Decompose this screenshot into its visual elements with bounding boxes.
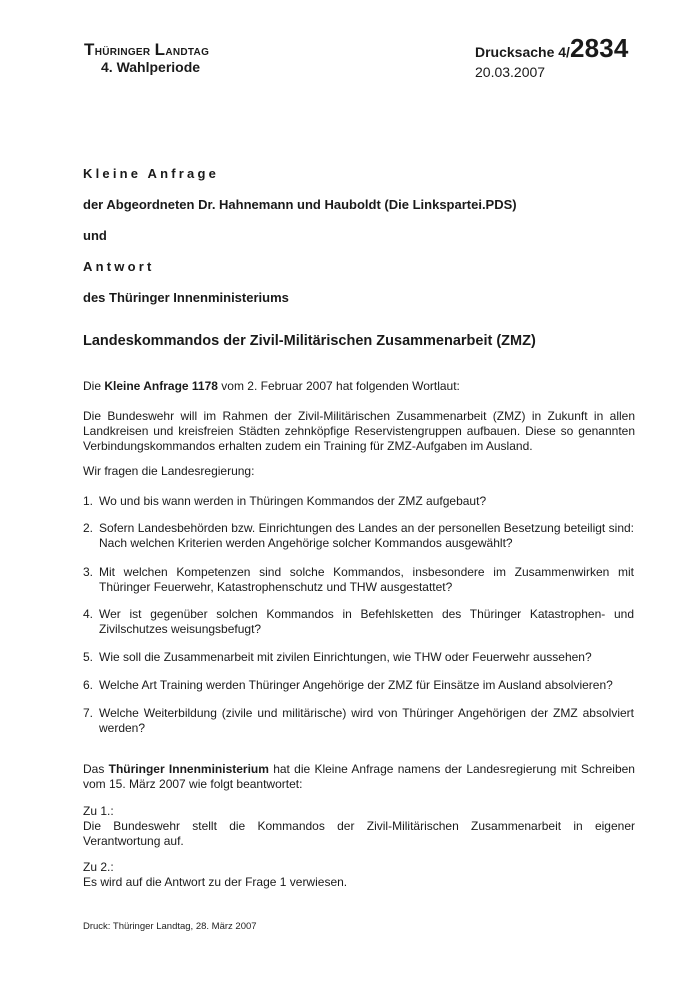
institution-name: Thüringer Landtag — [84, 40, 210, 59]
document-id-block — [475, 33, 675, 79]
doc-type-antwort: Antwort — [83, 259, 155, 274]
question-item: 5. Wie soll die Zusammenarbeit mit zivilen Einrichtungen, wie THW oder Feuerwehr aussehen? — [83, 650, 592, 664]
answer-item — [83, 860, 635, 890]
question-lead: Die Kleine Anfrage 1178 vom 2. Februar 2007 hat folgenden Wortlaut: — [83, 379, 460, 393]
abgeordnete-line: der Abgeordneten Dr. Hahnemann und Hauboldt (Die Linkspartei.PDS) — [83, 197, 517, 212]
document-title: Landeskommandos der Zivil-Militärischen Zusammenarbeit (ZMZ) — [83, 333, 536, 349]
answer-lead: Das Thüringer Innenministerium hat die Kleine Anfrage namens der Landesregierung mit Schreiben vom 15. März 2007 wie folgt beantwortet: — [83, 762, 635, 791]
answer-text: Es wird auf die Antwort zu der Frage 1 verwiesen. — [83, 875, 348, 889]
question-paragraph: Die Bundeswehr will im Rahmen der Zivil-Militärischen Zusammenarbeit (ZMZ) in Zukunft in allen Landkreisen und kreisfreien Städten zehnköpfige Reservistengruppen aufbauen. Diese so genannten Verbindungskommandos erhalten zudem ein Training für ZMZ-Aufgaben im Ausland. — [83, 409, 635, 453]
question-item: 7. Welche Weiterbildung (zivile und militärische) wird von Thüringer Angehörigen der ZMZ absolviert werden? — [83, 706, 634, 735]
drucksache-number: Drucksache 4/2834 — [475, 33, 629, 63]
question-item: 1. Wo und bis wann werden in Thüringen Kommandos der ZMZ aufgebaut? — [83, 494, 487, 508]
question-item: 6. Welche Art Training werden Thüringer Angehörige der ZMZ für Einsätze im Ausland absolvieren? — [83, 678, 613, 692]
document-date: 20.03.2007 — [475, 64, 546, 80]
answer-text: Die Bundeswehr stellt die Kommandos der Zivil-Militärischen Zusammenarbeit in eigener Verantwortung auf. — [83, 819, 635, 848]
question-item: 4. Wer ist gegenüber solchen Kommandos in Befehlsketten des Thüringer Katastrophen- und Zivilschutzes weisungsbefugt? — [83, 607, 634, 636]
ministerium-line: des Thüringer Innenministeriums — [83, 290, 289, 305]
answer-label: Zu 1.: — [83, 804, 114, 818]
question-item: 2. Sofern Landesbehörden bzw. Einrichtungen des Landes an der personellen Besetzung beteiligt sind: Nach welchen Kriterien werden Angehörige solcher Kommandos ausgewählt? — [83, 521, 634, 550]
wahlperiode: 4. Wahlperiode — [101, 59, 201, 75]
wir-fragen-line: Wir fragen die Landesregierung: — [83, 464, 255, 478]
question-item: 3. Mit welchen Kompetenzen sind solche Kommandos, insbesondere im Zusammenwirken mit Thüringer Feuerwehr, Katastrophenschutz und THW ausgestattet? — [83, 565, 634, 594]
print-note: Druck: Thüringer Landtag, 28. März 2007 — [83, 921, 257, 932]
issuer-block — [84, 41, 344, 76]
und-line: und — [83, 228, 107, 243]
answer-item — [83, 804, 635, 849]
answer-label: Zu 2.: — [83, 860, 114, 874]
doc-type-kleine-anfrage: Kleine Anfrage — [83, 166, 220, 181]
